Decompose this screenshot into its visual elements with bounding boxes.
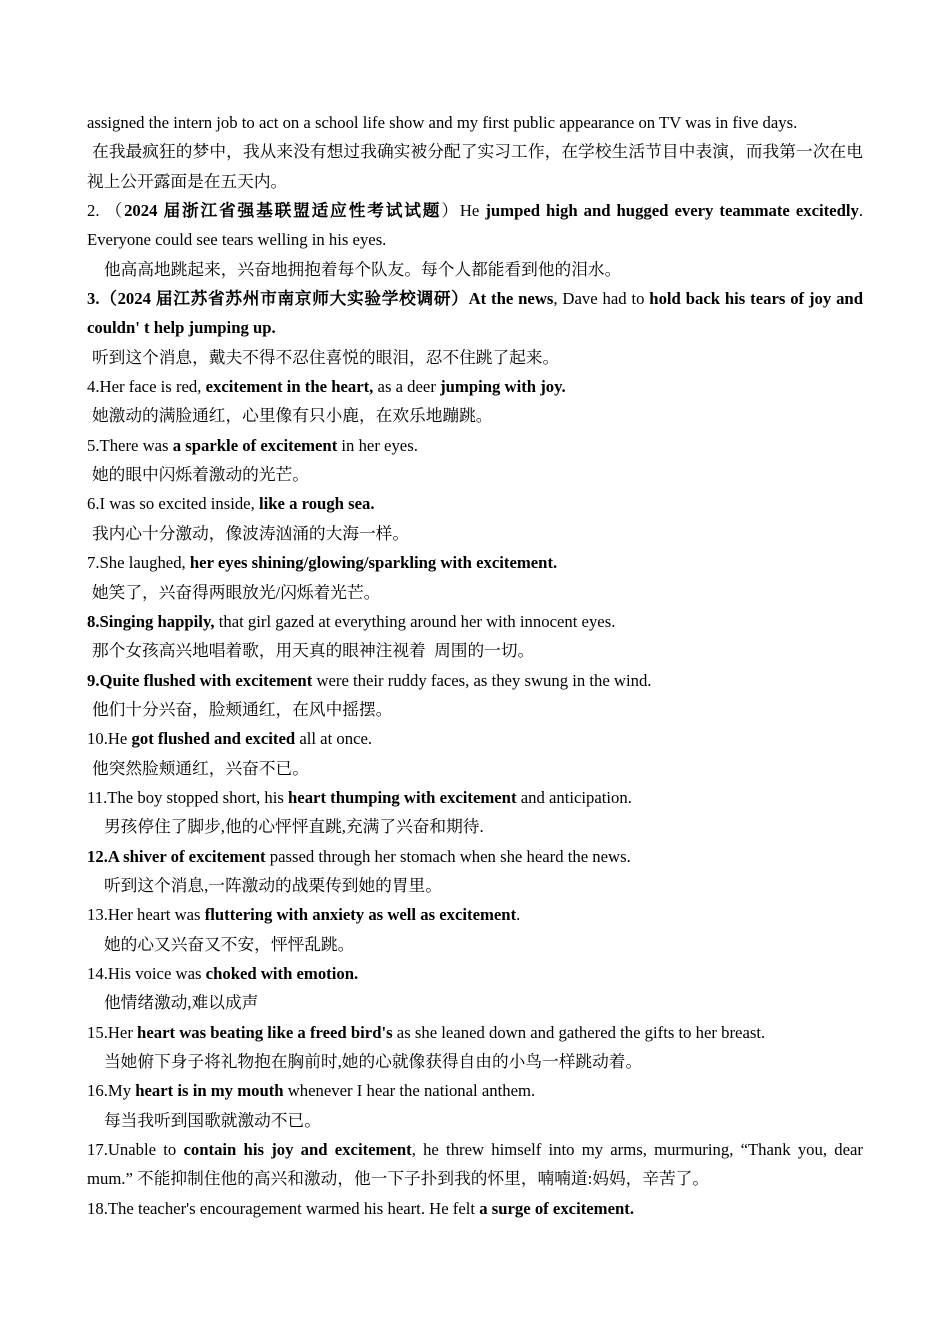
sentence-text: passed through her stomach when she heard the news. bbox=[265, 846, 631, 866]
sentence-text: that girl gazed at everything around her with innocent eyes. bbox=[214, 611, 616, 631]
sentence-text: as she leaned down and gathered the gifts to her breast. bbox=[392, 1022, 766, 1042]
sentence-text: as a deer bbox=[373, 377, 441, 397]
key-phrase: heart is in my mouth bbox=[135, 1081, 284, 1101]
example-12-translation: 听到这个消息,一阵激动的战栗传到她的胃里。 bbox=[104, 875, 442, 895]
fragment-chinese: 在我最疯狂的梦中，我从来没有想过我确实被分配了实习工作，在学校生活节目中表演，而我第一次在电视上公开露面是在五天内。 bbox=[87, 142, 863, 191]
example-5-translation: 她的眼中闪烁着激动的光芒。 bbox=[92, 465, 309, 485]
example-8-translation: 那个女孩高兴地唱着歌，用天真的眼神注视着 周围的一切。 bbox=[92, 641, 535, 661]
sentence-text: 10.He bbox=[87, 729, 132, 749]
sentence-text: 11.The boy stopped short, his bbox=[87, 787, 289, 807]
example-13 bbox=[87, 900, 863, 929]
sentence-text: 15.Her bbox=[87, 1022, 138, 1042]
example-12 bbox=[87, 842, 863, 871]
example-13-translation: 她的心又兴奋又不安，怦怦乱跳。 bbox=[104, 934, 355, 954]
example-9 bbox=[87, 666, 863, 695]
example-5 bbox=[87, 431, 863, 460]
key-phrase: like a rough sea. bbox=[258, 494, 375, 514]
sentence-text: , Dave had to bbox=[553, 289, 650, 309]
sentence-text: and anticipation. bbox=[516, 787, 632, 807]
sentence-text: whenever I hear the national anthem. bbox=[283, 1081, 536, 1101]
sentence-text: , he threw himself into my arms, murmuring, “Thank you, dear mum.” 不能抑制住他的高兴和激动，他一下子扑到我的怀里，喃喃道:妈妈，辛苦了。 bbox=[87, 1140, 863, 1189]
key-phrase: jumping with joy. bbox=[440, 377, 566, 397]
document-page bbox=[87, 108, 863, 1223]
example-10 bbox=[87, 724, 863, 753]
key-phrase: 8.Singing happily, bbox=[87, 611, 215, 631]
key-phrase: her eyes shining/glowing/sparkling with excitement. bbox=[189, 553, 558, 573]
sentence-text: 2. （ bbox=[87, 201, 125, 221]
sentence-text: 18.The teacher's encouragement warmed his heart. He felt bbox=[87, 1198, 480, 1218]
example-8 bbox=[87, 607, 863, 636]
sentence-text: 14.His voice was bbox=[87, 963, 206, 983]
example-4-translation: 她激动的满脸通红，心里像有只小鹿，在欢乐地蹦跳。 bbox=[92, 406, 493, 426]
sentence-text: in her eyes. bbox=[337, 435, 418, 455]
example-2 bbox=[87, 196, 863, 255]
example-7-translation: 她笑了，兴奋得两眼放光/闪烁着光芒。 bbox=[92, 582, 381, 602]
sentence-text: 5.There was bbox=[87, 435, 173, 455]
key-phrase: hold back his tears of joy and couldn' t help jumping up. bbox=[87, 289, 863, 338]
example-15-translation: 当她俯下身子将礼物抱在胸前时,她的心就像获得自由的小鸟一样跳动着。 bbox=[104, 1052, 643, 1071]
example-7 bbox=[87, 548, 863, 577]
example-4 bbox=[87, 372, 863, 401]
sentence-text: all at once. bbox=[295, 729, 373, 749]
fragment-english: assigned the intern job to act on a school life show and my first public appearance on TV was in five days. bbox=[87, 113, 798, 132]
key-phrase: choked with emotion. bbox=[205, 963, 359, 983]
example-14-translation: 他情绪激动,难以成声 bbox=[104, 993, 259, 1013]
key-phrase: a sparkle of excitement bbox=[172, 435, 338, 455]
sentence-text: 6.I was so excited inside, bbox=[87, 494, 259, 514]
sentence-text: 16.My bbox=[87, 1081, 136, 1101]
example-17 bbox=[87, 1135, 863, 1194]
example-3 bbox=[87, 284, 863, 343]
key-phrase: heart thumping with excitement bbox=[288, 787, 517, 807]
key-phrase: contain his joy and excitement bbox=[183, 1140, 412, 1160]
sentence-text: ）He bbox=[441, 201, 486, 221]
example-18 bbox=[87, 1194, 863, 1223]
example-9-translation: 他们十分兴奋，脸颊通红，在风中摇摆。 bbox=[92, 699, 393, 719]
key-phrase: excitement in the heart, bbox=[205, 377, 374, 397]
key-phrase: a surge of excitement. bbox=[479, 1198, 634, 1218]
sentence-text: . Everyone could see tears welling in his eyes. bbox=[87, 201, 864, 250]
key-phrase: heart was beating like a freed bird's bbox=[137, 1022, 393, 1042]
source-label: 2024 届浙江省强基联盟适应性考试试题 bbox=[124, 201, 442, 221]
key-phrase: fluttering with anxiety as well as excitement bbox=[204, 905, 517, 925]
sentence-text: 13.Her heart was bbox=[87, 905, 205, 925]
example-6 bbox=[87, 489, 863, 518]
example-6-translation: 我内心十分激动，像波涛汹涌的大海一样。 bbox=[92, 523, 410, 543]
example-2-translation: 他高高地跳起来，兴奋地拥抱着每个队友。每个人都能看到他的泪水。 bbox=[104, 259, 622, 279]
key-phrase: jumped high and hugged every teammate excitedly bbox=[485, 201, 859, 221]
example-10-translation: 他突然脸颊通红，兴奋不已。 bbox=[92, 758, 309, 778]
sentence-text: were their ruddy faces, as they swung in the wind. bbox=[312, 670, 652, 690]
source-label: 3.（2024 届江苏省苏州市南京师大实验学校调研）At the news bbox=[87, 289, 554, 309]
sentence-text: 4.Her face is red, bbox=[87, 377, 206, 397]
sentence-text: . bbox=[516, 905, 521, 925]
example-3-translation: 听到这个消息，戴夫不得不忍住喜悦的眼泪，忍不住跳了起来。 bbox=[92, 347, 560, 367]
example-15 bbox=[87, 1018, 863, 1047]
sentence-text: 7.She laughed, bbox=[87, 553, 190, 573]
key-phrase: 12.A shiver of excitement bbox=[87, 846, 266, 866]
sentence-text: 17.Unable to bbox=[87, 1140, 184, 1160]
example-11 bbox=[87, 783, 863, 812]
example-11-translation: 男孩停住了脚步,他的心怦怦直跳,充满了兴奋和期待. bbox=[104, 817, 484, 837]
example-16 bbox=[87, 1076, 863, 1105]
key-phrase: 9.Quite flushed with excitement bbox=[87, 670, 313, 690]
key-phrase: got flushed and excited bbox=[131, 729, 296, 749]
example-16-translation: 每当我听到国歌就激动不已。 bbox=[104, 1110, 321, 1130]
example-14 bbox=[87, 959, 863, 988]
